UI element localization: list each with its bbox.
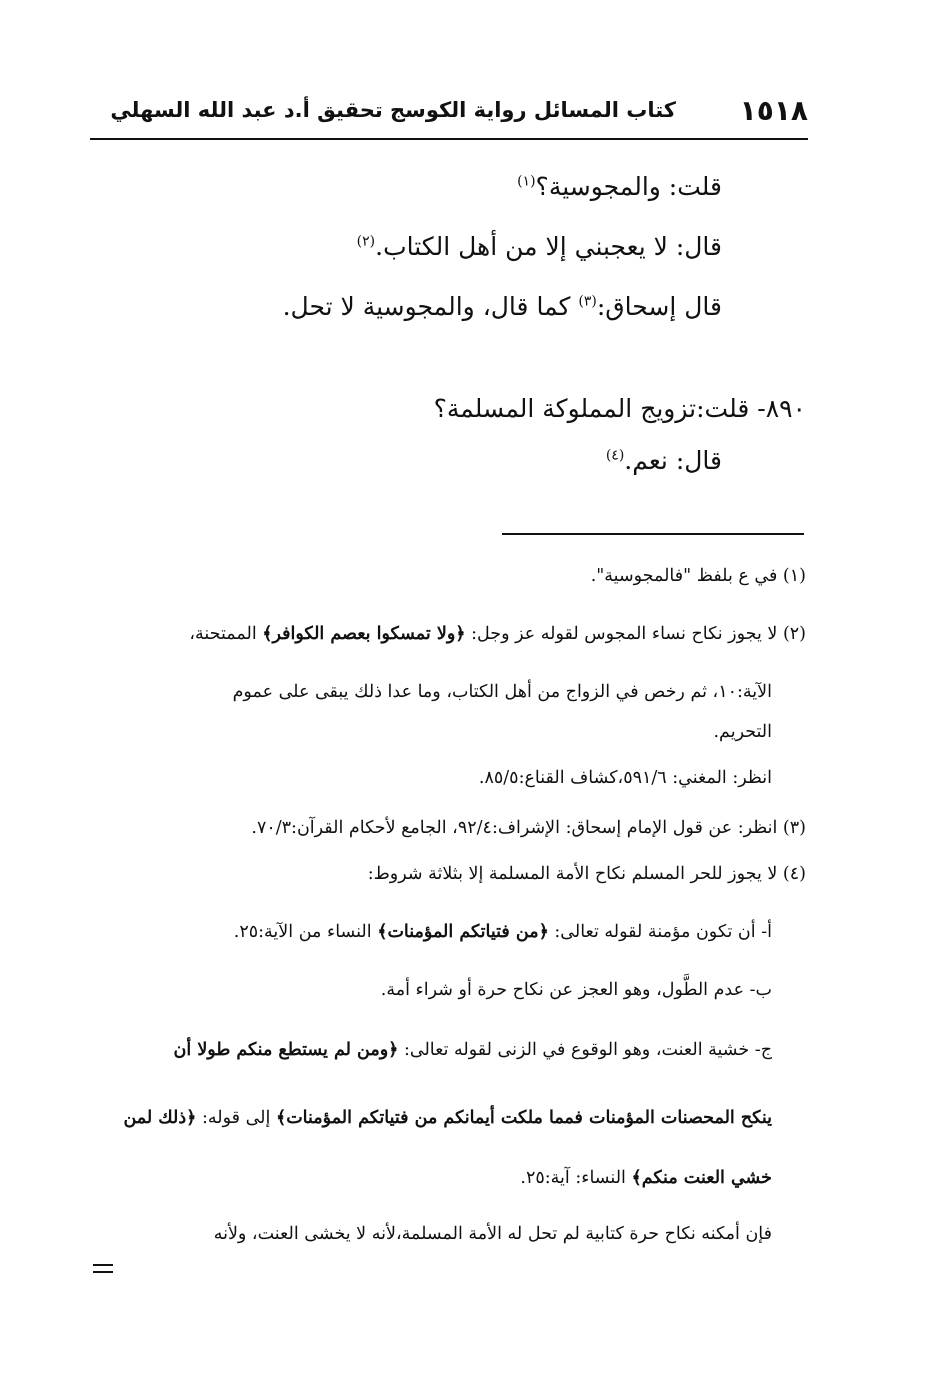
- footnote-2-line-2-text: الآية:١٠، ثم رخص في الزواج من أهل الكتاب، وما عدا ذلك يبقى على عموم: [232, 682, 772, 702]
- page-number: ١٥١٨: [739, 94, 808, 127]
- question-number: ٨٩٠: [765, 394, 806, 423]
- main-line-2-text: قال: لا يعجبني إلا من أهل الكتاب.: [375, 232, 722, 261]
- footnote-2-post: الممتحنة،: [189, 624, 263, 644]
- footnote-separator: [502, 533, 804, 535]
- quran-verse-1: ﴿ولا تمسكوا بعصم الكوافر﴾: [262, 624, 466, 644]
- footnote-4-line-1: [368, 864, 806, 884]
- question-890: [434, 394, 806, 423]
- footnote-ref-4: (٤): [605, 447, 625, 464]
- footnote-4-condition-b: [381, 980, 772, 1000]
- answer-line: [606, 446, 722, 475]
- condition-a-pre: أ- أن تكون مؤمنة لقوله تعالى:: [548, 922, 772, 942]
- footnote-ref-3: (٣): [578, 293, 597, 310]
- footnote-4-condition-c-line-3: [520, 1168, 772, 1188]
- header-rule: [90, 138, 808, 140]
- quran-verse-4-part-2: خشي العنت منكم﴾: [631, 1168, 772, 1188]
- condition-c-pre: ج- خشية العنت، وهو الوقوع في الزنى لقوله تعالى:: [398, 1040, 772, 1060]
- footnote-4-condition-a: [234, 922, 772, 942]
- running-title: كتاب المسائل رواية الكوسج تحقيق أ.د عبد الله السهلي: [110, 98, 676, 122]
- condition-c-mid: إلى قوله:: [196, 1108, 276, 1128]
- continuation-mark-icon: [93, 1264, 113, 1274]
- footnote-ref-1: (١): [517, 173, 536, 190]
- main-line-3-pre: قال إسحاق:: [596, 292, 722, 321]
- footnote-2-line-1: [189, 624, 806, 644]
- quran-verse-2: ﴿من فتياتكم المؤمنات﴾: [377, 922, 549, 942]
- footnote-2-reference: [479, 768, 772, 788]
- quran-verse-4-part-1: ﴿ذلك لمن: [123, 1108, 197, 1128]
- footnote-4-condition-c-line-2: [123, 1108, 772, 1128]
- footnote-4-continuation-text: فإن أمكنه نكاح حرة كتابية لم تحل له الأمة المسلمة،لأنه لا يخشى العنت، ولأنه: [213, 1224, 772, 1244]
- footnote-3: [251, 818, 806, 838]
- quran-verse-3-part-1: ﴿ومن لم يستطع منكم طولا أن: [173, 1040, 399, 1060]
- footnote-4-condition-c-line-1: [174, 1040, 772, 1060]
- footnote-2-reference-text: انظر: المغني: ٥٩١/٦،كشاف القناع:٨٥/٥.: [478, 768, 772, 788]
- question-text: - قلت:تزويج المملوكة المسلمة؟: [433, 394, 766, 423]
- footnote-2-line-3: [713, 722, 772, 742]
- footnote-3-text: (٣) انظر: عن قول الإمام إسحاق: الإشراف:٩٢/٤، الجامع لأحكام القرآن:٧٠/٣.: [251, 818, 806, 838]
- condition-a-post: النساء من الآية:٢٥.: [233, 922, 378, 942]
- main-line-2: [357, 232, 722, 261]
- footnote-1: [591, 566, 806, 586]
- footnote-1-text: (١) في ع بلفظ "فالمجوسية".: [590, 566, 806, 586]
- footnote-4-continuation: [214, 1224, 772, 1244]
- footnote-4-intro: (٤) لا يجوز للحر المسلم نكاح الأمة المسلمة إلا بثلاثة شروط:: [367, 864, 806, 884]
- condition-b-text: ب- عدم الطَّول، وهو العجز عن نكاح حرة أو شراء أمة.: [380, 980, 772, 1000]
- footnote-2-line-2: [233, 682, 772, 702]
- footnote-ref-2: (٢): [356, 233, 376, 250]
- main-line-3: [283, 292, 722, 321]
- footnote-2-pre: (٢) لا يجوز نكاح نساء المجوس لقوله عز وجل:: [465, 624, 806, 644]
- page-header: [90, 92, 808, 140]
- main-line-1: [517, 172, 722, 201]
- main-line-1-text: قلت: والمجوسية؟: [535, 172, 722, 201]
- main-line-3-post: كما قال، والمجوسية لا تحل.: [282, 292, 579, 321]
- footnote-2-line-3-text: التحريم.: [713, 722, 772, 742]
- condition-c-post: النساء: آية:٢٥.: [520, 1168, 632, 1188]
- answer-text: قال: نعم.: [624, 446, 722, 475]
- quran-verse-3-part-2: ينكح المحصنات المؤمنات فمما ملكت أيمانكم من فتياتكم المؤمنات﴾: [275, 1108, 772, 1128]
